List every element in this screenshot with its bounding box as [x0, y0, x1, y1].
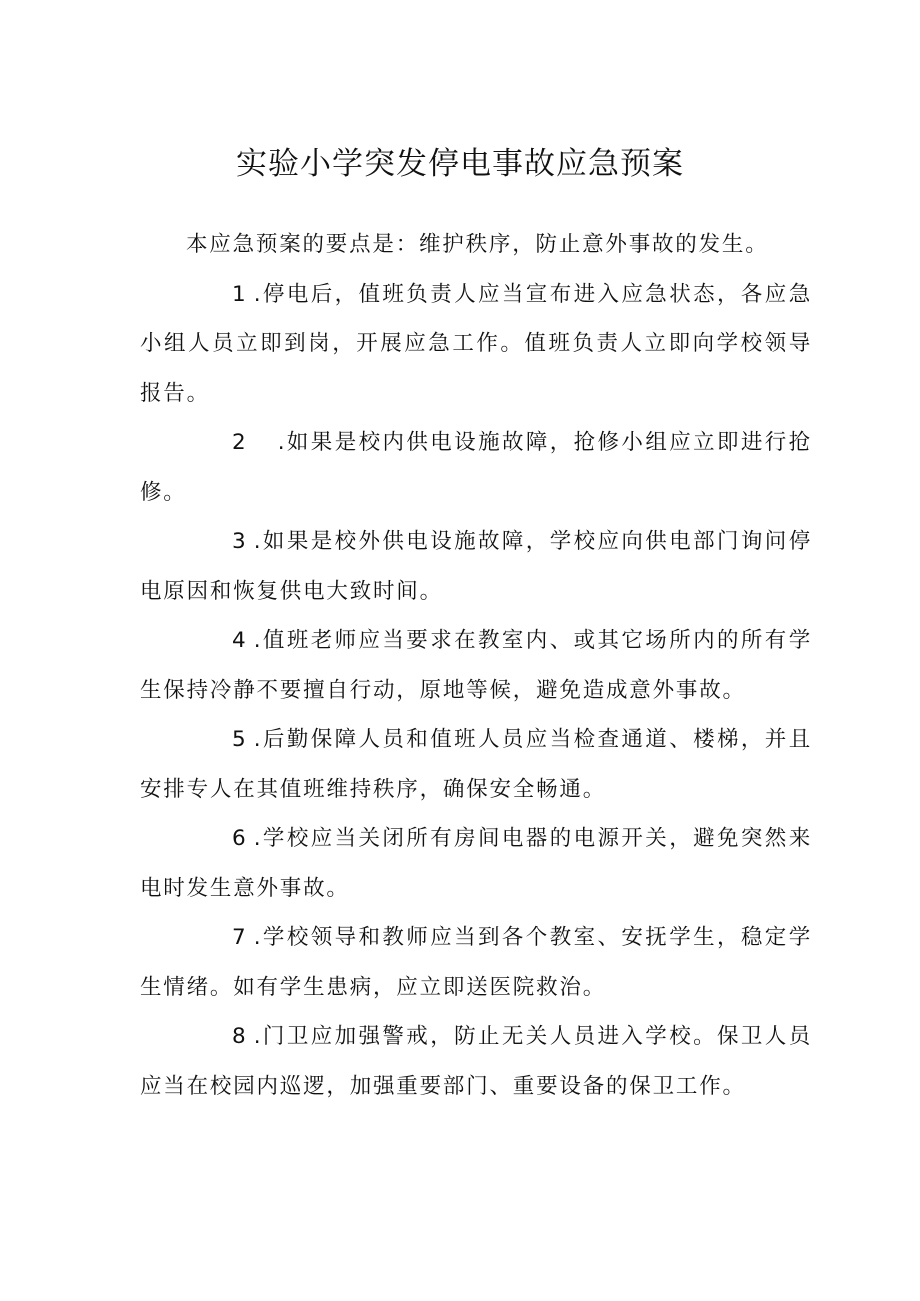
- list-item-1: [140, 270, 812, 419]
- list-item-7: [140, 913, 812, 1012]
- list-item-2: [140, 418, 812, 517]
- item-number: 6: [232, 826, 246, 851]
- item-number: 3: [232, 529, 246, 554]
- list-item-4: [140, 616, 812, 715]
- item-text: .如果是校外供电设施故障，学校应向供电部门询问停电原因和恢复供电大致时间。: [140, 529, 812, 604]
- item-text: .值班老师应当要求在教室内、或其它场所内的所有学生保持冷静不要擅自行动，原地等候，避免造成意外事故。: [140, 628, 812, 703]
- item-text: .如果是校内供电设施故障，抢修小组应立即进行抢修。: [140, 430, 812, 505]
- list-item-6: [140, 814, 812, 913]
- document-title: 实验小学突发停电事故应急预案: [236, 146, 684, 182]
- item-number: 2: [232, 430, 246, 455]
- document-body: [140, 220, 812, 1111]
- item-number: 8: [232, 1024, 246, 1049]
- item-number: 5: [232, 727, 246, 752]
- list-item-5: [140, 715, 812, 814]
- item-text: .学校领导和教师应当到各个教室、安抚学生，稳定学生情绪。如有学生患病，应立即送医院救治。: [140, 925, 812, 1000]
- item-text: .门卫应加强警戒，防止无关人员进入学校。保卫人员应当在校园内巡逻，加强重要部门、重要设备的保卫工作。: [140, 1024, 812, 1099]
- item-text: .学校应当关闭所有房间电器的电源开关，避免突然来电时发生意外事故。: [140, 826, 812, 901]
- item-number: 1: [232, 281, 246, 307]
- list-item-8: [140, 1012, 812, 1111]
- item-number: 4: [232, 628, 246, 653]
- item-text: .停电后，值班负责人应当宣布进入应急状态，各应急小组人员立即到岗，开展应急工作。值班负责人立即向学校领导报告。: [140, 281, 812, 406]
- list-item-3: [140, 517, 812, 616]
- intro-paragraph: 本应急预案的要点是：维护秩序，防止意外事故的发生。: [186, 232, 769, 257]
- item-number: 7: [232, 925, 246, 950]
- item-text: .后勤保障人员和值班人员应当检查通道、楼梯，并且安排专人在其值班维持秩序，确保安全畅通。: [140, 727, 812, 802]
